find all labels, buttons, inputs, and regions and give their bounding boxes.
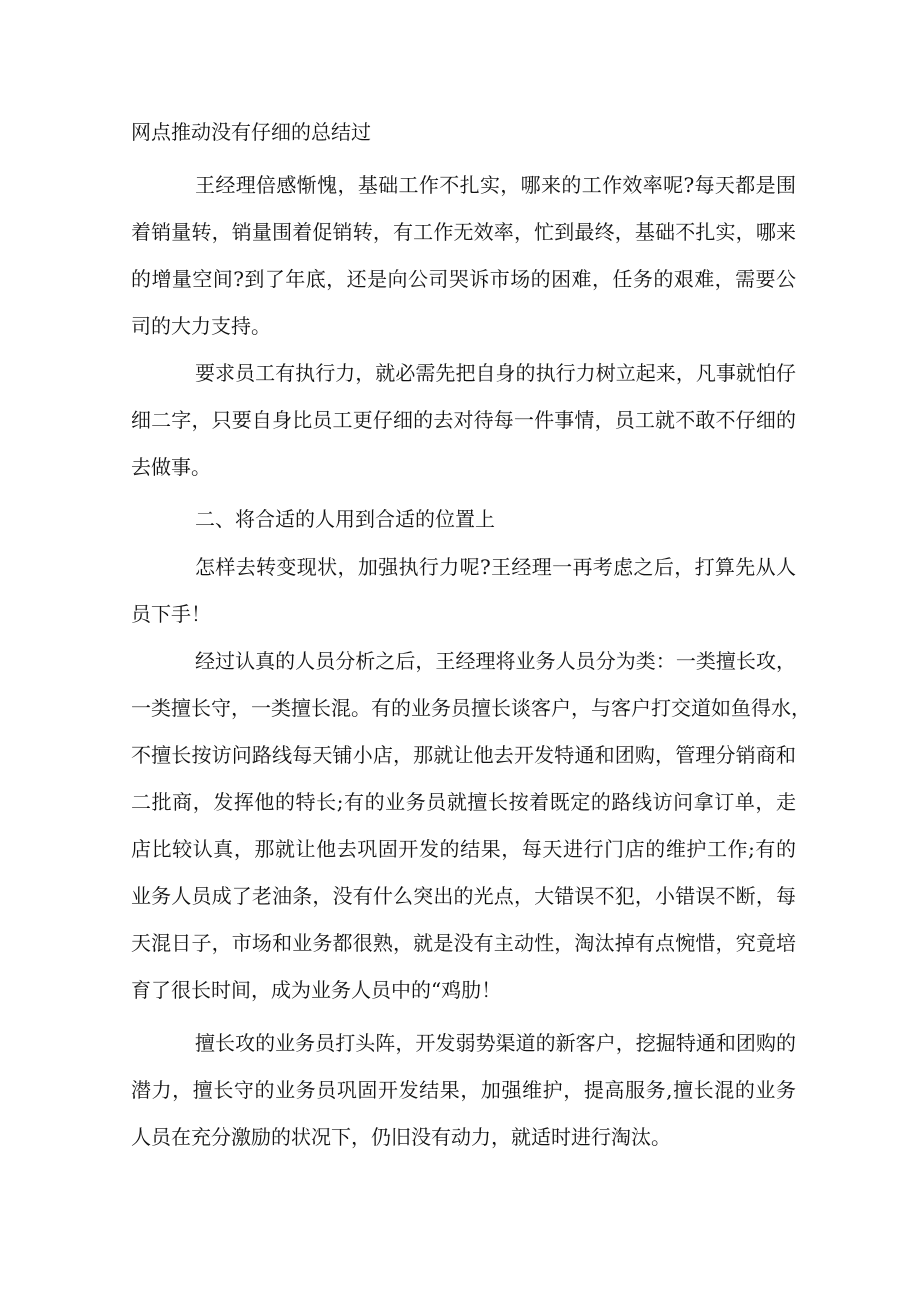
text-line: 王经理倍感惭愧，基础工作不扎实，哪来的工作效率呢?每天都是围 <box>195 173 796 197</box>
text-line: 怎样去转变现状，加强执行力呢?王经理一再考虑之后，打算先从人 <box>195 555 796 579</box>
text-line: 擅长攻的业务员打头阵，开发弱势渠道的新客户，挖掘特通和团购的 <box>195 1031 796 1055</box>
text-line: 一类擅长守，一类擅长混。有的业务员擅长谈客户，与客户打交道如鱼得水， <box>131 696 811 720</box>
text-line: 着销量转，销量围着促销转，有工作无效率，忙到最终，基础不扎实，哪来 <box>131 220 796 244</box>
text-line: 人员在充分激励的状况下，仍旧没有动力，就适时进行淘汰。 <box>131 1125 671 1149</box>
text-line: 经过认真的人员分析之后，王经理将业务人员分为类：一类擅长攻， <box>195 649 796 673</box>
text-line: 员下手！ <box>131 602 211 626</box>
text-line: 司的大力支持。 <box>131 314 271 338</box>
text-line: 的增量空间?到了年底，还是向公司哭诉市场的困难，任务的艰难，需要公 <box>131 267 796 291</box>
text-line: 细二字，只要自身比员工更仔细的去对待每一件事情，员工就不敢不仔细的 <box>131 408 796 432</box>
text-line: 天混日子，市场和业务都很熟，就是没有主动性，淘汰掉有点惋惜，究竟培 <box>131 931 796 955</box>
text-line: 店比较认真，那就让他去巩固开发的结果，每天进行门店的维护工作;有的 <box>131 837 796 861</box>
section-heading: 二、将合适的人用到合适的位置上 <box>195 507 495 531</box>
text-line: 网点推动没有仔细的总结过 <box>131 120 371 144</box>
text-line: 潜力，擅长守的业务员巩固开发结果，加强维护，提高服务,擅长混的业务 <box>131 1078 796 1102</box>
text-line: 要求员工有执行力，就必需先把自身的执行力树立起来，凡事就怕仔 <box>195 361 796 385</box>
text-line: 二批商，发挥他的特长;有的业务员就擅长按着既定的路线访问拿订单，走 <box>131 790 796 814</box>
text-line: 去做事。 <box>131 455 211 479</box>
text-line: 不擅长按访问路线每天铺小店，那就让他去开发特通和团购，管理分销商和 <box>131 743 796 767</box>
text-line: 育了很长时间，成为业务人员中的“鸡肋！ <box>131 978 502 1002</box>
text-line: 业务人员成了老油条，没有什么突出的光点，大错误不犯，小错误不断，每 <box>131 884 796 908</box>
